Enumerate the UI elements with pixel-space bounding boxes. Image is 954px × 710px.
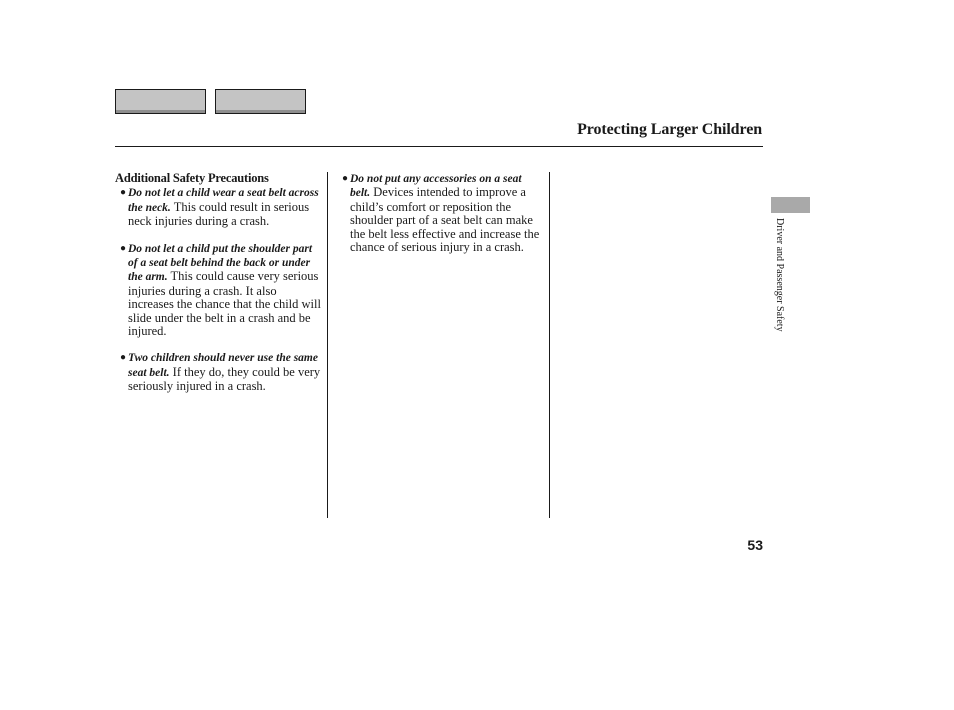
section-tab	[771, 197, 810, 213]
section-heading: Additional Safety Precautions	[115, 171, 269, 185]
text-column-1	[115, 172, 322, 407]
column-divider-2	[549, 172, 550, 518]
bullet-icon: ●	[342, 173, 349, 184]
bullet-lead: Two children should never use the same seat belt.	[128, 352, 318, 379]
bullet-lead: Do not let a child wear a seat belt across the neck.	[128, 187, 319, 214]
bullet-item	[342, 172, 542, 254]
nav-button-2[interactable]	[215, 89, 306, 114]
bullet-icon: ●	[120, 242, 127, 254]
bullet-icon: ●	[120, 187, 127, 199]
bullet-lead: Do not put any accessories on a seat belt.	[350, 173, 522, 200]
bullet-text: Devices intended to improve a child’s comfort or reposition the shoulder part of a seat belt can make the belt less effective and increase the chance of serious injury in a crash.	[350, 185, 540, 255]
bullet-lead: Do not let a child put the shoulder part of a seat belt behind the back or under the arm.	[128, 242, 313, 284]
bullet-icon: ●	[120, 352, 127, 364]
column-divider-1	[327, 172, 328, 518]
header-rule	[115, 146, 763, 147]
nav-button-1[interactable]	[115, 89, 206, 114]
bullet-item	[115, 351, 322, 393]
bullet-text: This could cause very serious injuries during a crash. It also increases the chance that the child will slide under the belt in a crash and be injured.	[128, 269, 321, 339]
bullet-text: This could result in serious neck injuries during a crash.	[128, 199, 310, 229]
page-number: 53	[747, 537, 763, 553]
text-column-2	[342, 172, 542, 267]
bullet-text: If they do, they could be very seriously injured in a crash.	[128, 364, 321, 394]
bullet-item	[115, 186, 322, 228]
page-title: Protecting Larger Children	[577, 121, 762, 138]
section-label: Driver and Passenger Safety	[774, 218, 785, 332]
bullet-item	[115, 242, 322, 339]
